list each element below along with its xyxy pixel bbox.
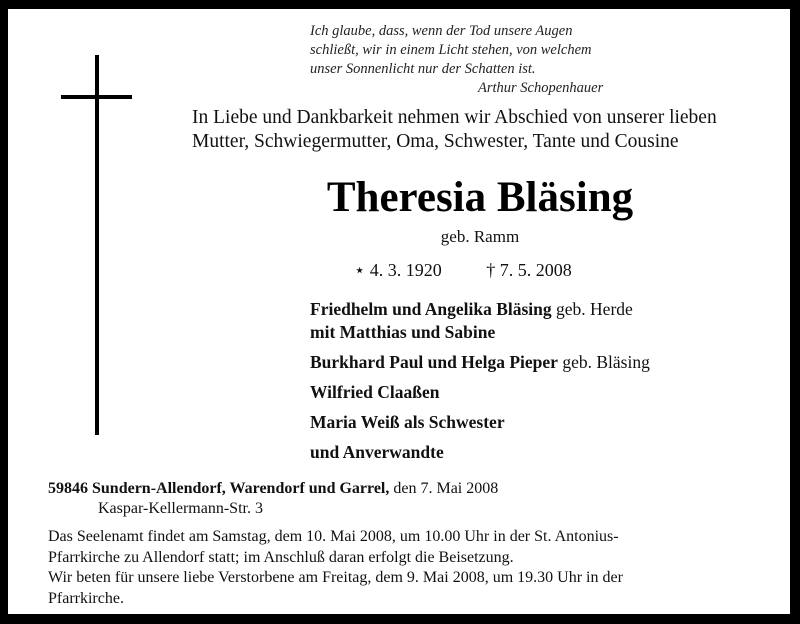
- mourner-name: Friedhelm und Angelika Bläsing: [310, 299, 552, 319]
- mourner-entry: [310, 298, 770, 321]
- mourner-name: mit Matthias und Sabine: [310, 322, 496, 342]
- mourner-entry: [310, 321, 770, 344]
- cross-vertical-bar: [95, 55, 99, 435]
- mourner-note: geb. Herde: [551, 299, 633, 319]
- street-address: Kaspar-Kellermann-Str. 3: [98, 500, 263, 517]
- life-dates: [354, 259, 572, 281]
- intro-line: Mutter, Schwiegermutter, Oma, Schwester, Tante und Cousine: [192, 131, 679, 152]
- service-line: Wir beten für unsere liebe Verstorbene am Freitag, dem 9. Mai 2008, um 19.30 Uhr in der: [48, 569, 623, 586]
- quote-line: schließt, wir in einem Licht stehen, von welchem: [310, 42, 592, 58]
- deceased-name: Theresia Bläsing: [326, 174, 634, 221]
- service-line: Pfarrkirche.: [48, 589, 124, 607]
- intro-text: [192, 106, 792, 154]
- mourner-name: Wilfried Claaßen: [310, 382, 440, 402]
- place-line: [48, 479, 768, 499]
- mourner-entry: [310, 351, 770, 374]
- service-line: Das Seelenamt findet am Samstag, dem 10. Mai 2008, um 10.00 Uhr in der St. Antonius-: [48, 528, 619, 545]
- intro-line: In Liebe und Dankbarkeit nehmen wir Abschied von unserer lieben: [192, 107, 717, 128]
- mourner-entry: [310, 441, 770, 464]
- notice-date: den 7. Mai 2008: [389, 480, 499, 497]
- mourner-note: geb. Bläsing: [557, 352, 650, 372]
- quote-block: [310, 22, 730, 98]
- mourner-name: Burkhard Paul und Helga Pieper: [310, 352, 558, 372]
- service-info: [48, 527, 778, 609]
- mourner-entry: [310, 381, 770, 404]
- place-and-date: [48, 479, 768, 519]
- quote-author: Arthur Schopenhauer: [478, 80, 604, 96]
- quote-line: unser Sonnenlicht nur der Schatten ist.: [310, 61, 536, 77]
- location: 59846 Sundern-Allendorf, Warendorf und Garrel,: [48, 480, 390, 497]
- death-date: † 7. 5. 2008: [486, 260, 572, 280]
- mourners-list: [310, 298, 770, 464]
- cross-horizontal-bar: [61, 95, 132, 99]
- mourner-entry: [310, 411, 770, 434]
- quote-line: Ich glaube, dass, wenn der Tod unsere Augen: [310, 23, 573, 39]
- service-line: Pfarrkirche zu Allendorf statt; im Anschluß daran erfolgt die Beisetzung.: [48, 548, 514, 566]
- obituary-notice: [8, 9, 790, 614]
- maiden-name: geb. Ramm: [440, 227, 520, 246]
- mourner-name: Maria Weiß als Schwester: [310, 412, 505, 432]
- birth-date: ⋆ 4. 3. 1920: [354, 260, 442, 280]
- mourner-name: und Anverwandte: [310, 442, 444, 462]
